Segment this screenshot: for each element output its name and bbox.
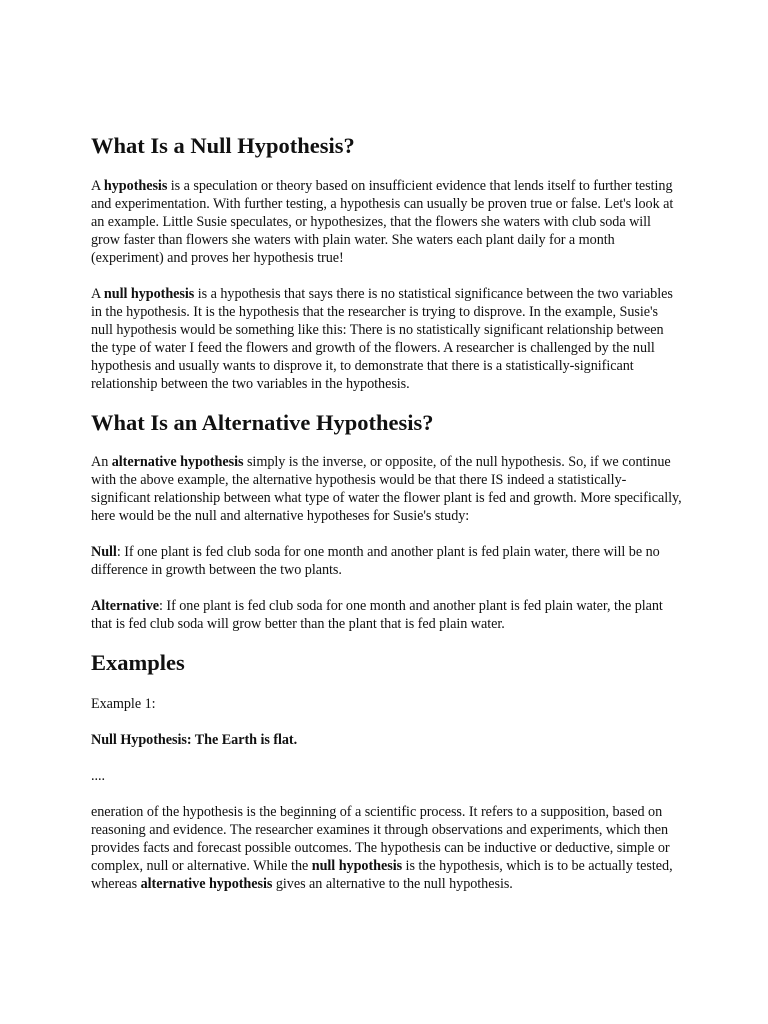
term-hypothesis: hypothesis: [103, 178, 168, 194]
term-null: Null: [91, 544, 117, 560]
paragraph-hypothesis-definition: [91, 177, 683, 267]
text: simply is the inverse, or opposite, of the null hypothesis. So, if we continue with the above example, the alternative hypothesis would be that there IS indeed a statistically-significant relationship between what type of water the flower plant is fed and growth. More specifically, here would be the null and alternative hypotheses for Susie's study:: [91, 454, 682, 524]
paragraph-null-hypothesis-definition: [91, 285, 683, 393]
term-alternative-hypothesis: alternative hypothesis: [111, 454, 244, 470]
paragraph-null-example: [91, 543, 683, 579]
text: : If one plant is fed club soda for one month and another plant is fed plain water, the plant that is fed club soda will grow better than the plant that is fed plain water.: [91, 598, 663, 632]
term-alternative-hypothesis-2: alternative hypothesis: [140, 876, 273, 892]
text: A: [91, 286, 104, 302]
heading-null-hypothesis: What Is a Null Hypothesis?: [91, 133, 355, 158]
example-1-null-text: Null Hypothesis: The Earth is flat.: [91, 732, 298, 748]
term-null-hypothesis: null hypothesis: [103, 286, 195, 302]
paragraph-alternative-example: [91, 597, 683, 633]
text: is a hypothesis that says there is no statistical significance between the two variables in the hypothesis. It is the hypothesis that the researcher is trying to disprove. In the example, Susie's null hypothesis would be something like this: There is no statistically significant relationship between the type of water I feed the flowers and growth of the flowers. A researcher is challenged by the null hypothesis and usually wants to disprove it, to demonstrate that there is a statistically-significant relationship between the two variables in the hypothesis.: [91, 286, 673, 392]
term-null-hypothesis-2: null hypothesis: [311, 858, 403, 874]
heading-alternative-hypothesis: What Is an Alternative Hypothesis?: [91, 410, 434, 435]
text: is the hypothesis, which is to be actually tested, whereas: [91, 858, 673, 892]
text: gives an alternative to the null hypothesis.: [272, 876, 513, 892]
text: is a speculation or theory based on insufficient evidence that lends itself to further testing and experimentation. With further testing, a hypothesis can usually be proven true or false. Let's look at an example. Little Susie speculates, or hypothesizes, that the flowers she waters with club soda will grow faster than flowers she waters with plain water. She waters each plant daily for a month (experiment) and proves her hypothesis true!: [91, 178, 674, 266]
term-alternative: Alternative: [91, 598, 159, 614]
text: A: [91, 178, 104, 194]
ellipsis: ....: [91, 768, 105, 784]
paragraph-alternative-definition: [91, 453, 683, 525]
paragraph-hypothesis-generation: [91, 803, 683, 893]
text: An: [91, 454, 112, 470]
text: : If one plant is fed club soda for one month and another plant is fed plain water, there will be no difference in growth between the two plants.: [91, 544, 660, 578]
heading-examples: Examples: [91, 650, 185, 675]
example-1-label: Example 1:: [91, 696, 156, 712]
example-1-null-hypothesis: [91, 731, 683, 749]
text: eneration of the hypothesis is the beginning of a scientific process. It refers to a supposition, based on reasoning and evidence. The researcher examines it through observations and experiments, which then provides facts and forecast possible outcomes. The hypothesis can be inductive or deductive, simple or complex, null or alternative. While the: [91, 804, 670, 874]
document-page: [91, 132, 683, 893]
